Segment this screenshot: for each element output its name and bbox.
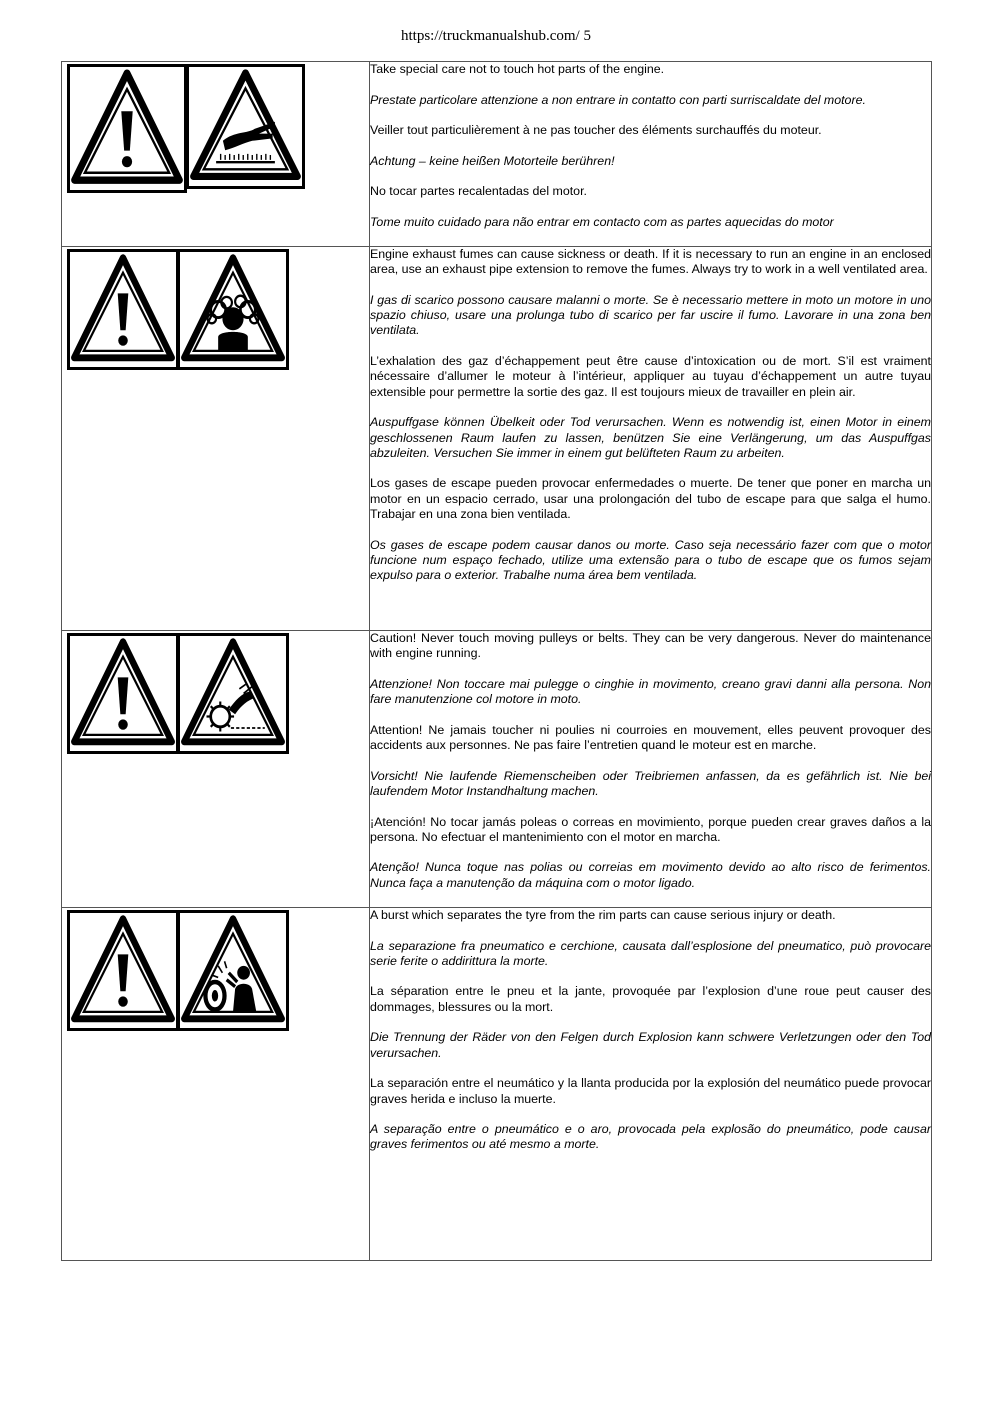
paragraph-en: A burst which separates the tyre from the rim parts can cause serious injury or death. [370,908,836,922]
text-cell [370,247,932,631]
table-row [62,908,932,1261]
paragraph-it: Prestate particolare attenzione a non entrare in contatto con parti surriscaldate del motore. [370,92,866,107]
paragraph-de: Achtung – keine heißen Motorteile berühren! [370,153,615,168]
paragraph-it: I gas di scarico possono causare malanni o morte. Se è necessario mettere in moto un motore in uno spazio chiuso, usare una prolunga tubo di scarico per far uscire il fumo. Lavorare in una zona ben ventilata. [370,292,931,338]
warning-icon [67,249,179,370]
paragraph-en: Engine exhaust fumes can cause sickness or death. If it is necessary to run an engine in an enclosed area, use an exhaust pipe extension to remove the fumes. Always try to work in a well ventilated area. [370,247,931,277]
icons-cell [62,908,370,1261]
paragraph-es: La separación entre el neumático y la llanta producida por la explosión del neumático puede provocar graves herida e incluso la muerte. [370,1076,931,1106]
paragraph-es: No tocar partes recalentadas del motor. [370,184,587,199]
paragraph-it: Attenzione! Non toccare mai pulegge o cinghie in movimento, creano gravi danni alla persona. Non fare manutenzione col motore in moto. [370,676,931,707]
toxic-fumes-icon [177,249,289,370]
tyre-burst-icon [177,910,289,1031]
paragraph-pt: A separação entre o pneumático e o aro, provocada pela explosão do pneumático, pode causar graves ferimentos ou até mesmo a morte. [370,1122,931,1152]
table-row [62,247,932,631]
table-row [62,62,932,247]
paragraph-fr: Veiller tout particulièrement à ne pas toucher des éléments surchauffés du moteur. [370,123,822,138]
page-header[interactable]: https://truckmanualshub.com/ 5 [401,28,591,44]
table-row [62,631,932,908]
paragraph-de: Die Trennung der Räder von den Felgen durch Explosion kann schwere Verletzungen oder den Tod verursachen. [370,1030,931,1060]
paragraph-it: La separazione fra pneumatico e cerchione, causata dall’esplosione del pneumatico, può provocare serie ferite o addirittura la morte. [370,938,931,968]
text-cell [370,62,932,247]
icons-cell [62,247,370,631]
paragraph-de: Auspuffgase können Übelkeit oder Tod verursachen. Wenn es notwendig ist, einen Motor in einem geschlossenen Raum laufen zu lassen, benützen Sie eine Verlängerung, um das Auspuffgas abzuleiten. Versuchen Sie immer in einem gut belüfteten Raum zu arbeiten. [370,415,931,460]
warning-icon [67,633,179,754]
rotating-pulley-hand-icon [177,633,289,754]
paragraph-pt: Os gases de escape podem causar danos ou morte. Caso seja necessário fazer com que o motor funcione num espaço fechado, utilize uma extensão para o tubo de escape que os fumos sejam expulso para o exterior. Trabalhe numa área bem ventilada. [370,537,931,583]
warning-icon [67,910,179,1031]
paragraph-es: Los gases de escape pueden provocar enfermedades o muerte. De tener que poner en marcha un motor en un espacio cerrado, usar una prolongación del tubo de escape para que salga el humo. Trabajar en una zona bien ventilada. [370,476,931,522]
paragraph-pt: Atenção! Nunca toque nas polias ou correias em movimento devido ao alto risco de ferimentos. Nunca faça a manutenção da máquina com o motor ligado. [370,860,931,890]
text-cell [370,631,932,908]
safety-table [61,61,932,1261]
paragraph-es: ¡Atención! No tocar jamás poleas o correas en movimiento, porque pueden crear graves daños a la persona. No efectuar el mantenimiento con el motor en marcha. [370,814,931,844]
paragraph-pt: Tome muito cuidado para não entrar em contacto com as partes aquecidas do motor [370,214,834,229]
paragraph-fr: L’exhalation des gaz d’échappement peut être cause d’intoxication ou de mort. S’il est vraiment nécessaire d’allumer le moteur à l’intérieur, appliquer au tuyau d’échappement un autre tuyau extensible pour permettre la sortie des gaz. Il est toujours mieux de travailler en plein air. [370,354,931,399]
paragraph-de: Vorsicht! Nie laufende Riemenscheiben oder Treibriemen anfassen, da es gefährlich ist. Nie bei laufendem Motor Instandhaltung machen. [370,768,931,798]
paragraph-fr: La séparation entre le pneu et la jante, provoquée par l’explosion d’une roue peut causer des dommages, blessures ou la mort. [370,984,931,1014]
hot-surface-hand-icon [186,64,305,189]
paragraph-fr: Attention! Ne jamais toucher ni poulies ni courroies en mouvement, elles peuvent provoquer des accidents aux personnes. Ne pas faire l’entretien quand le moteur est en marche. [370,722,931,753]
icons-cell [62,62,370,247]
paragraph-en: Caution! Never touch moving pulleys or belts. They can be very dangerous. Never do maintenance with engine running. [370,631,931,661]
text-cell [370,908,932,1261]
warning-icon [67,64,187,193]
paragraph-en: Take special care not to touch hot parts of the engine. [370,62,665,76]
icons-cell [62,631,370,908]
